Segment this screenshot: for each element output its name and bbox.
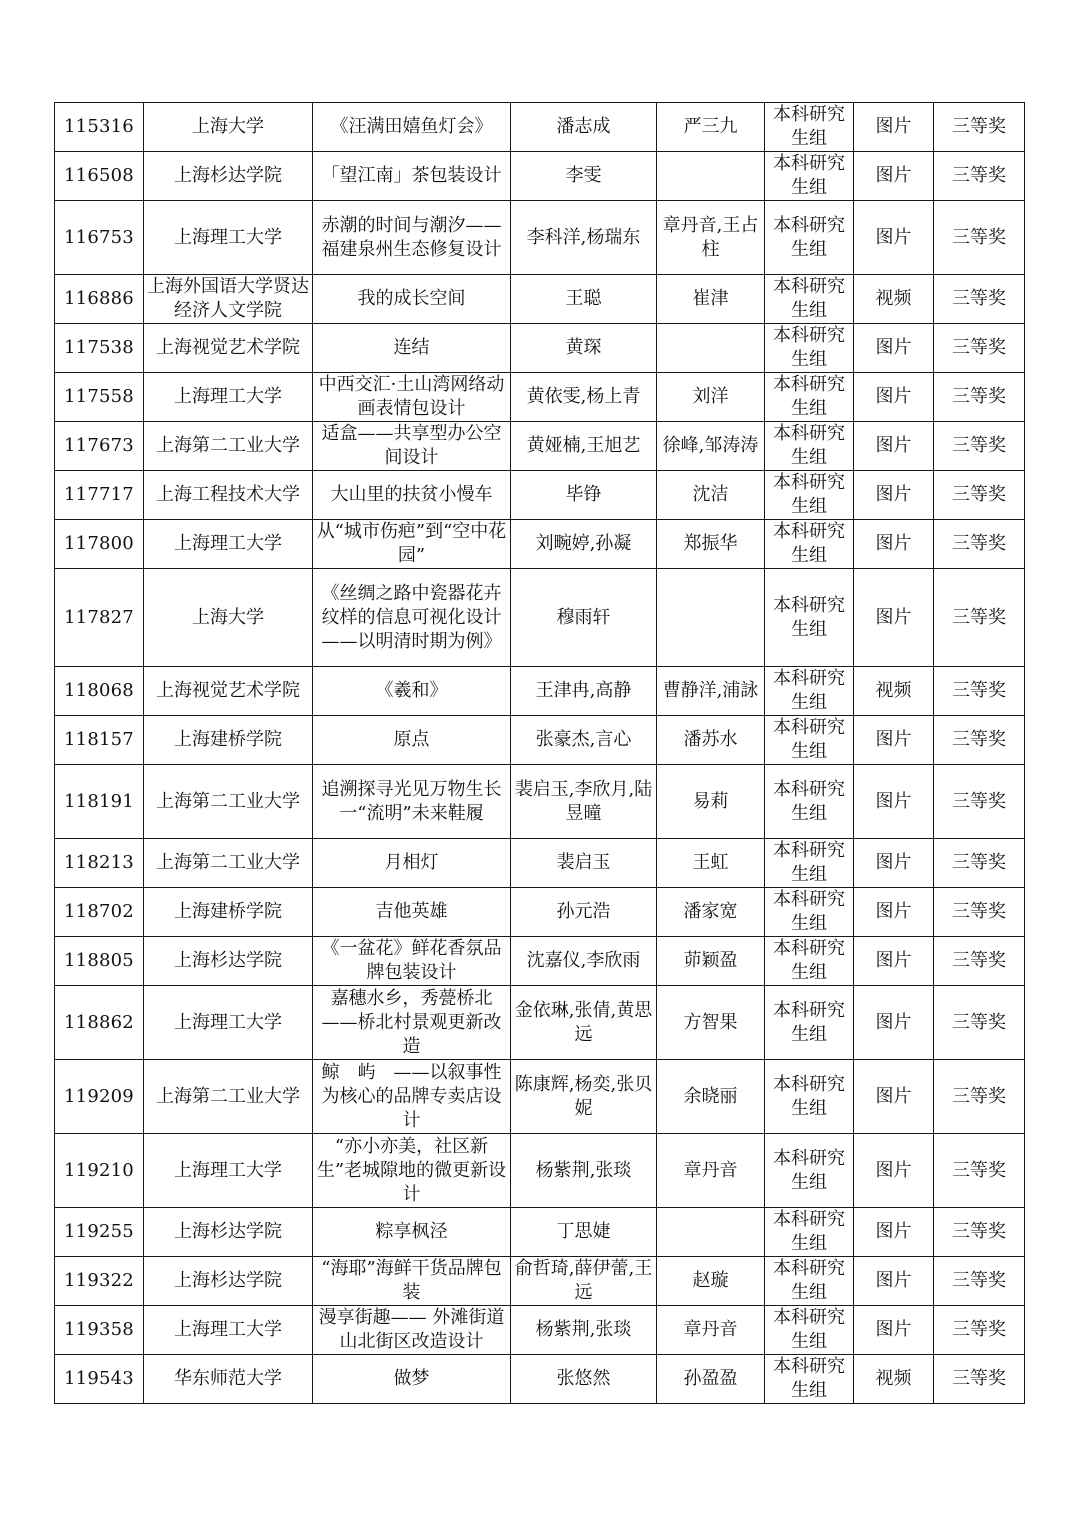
work-type-cell: 图片 xyxy=(854,1306,934,1355)
table-row xyxy=(55,1355,1025,1404)
advisor-cell: 方智果 xyxy=(657,986,765,1060)
table-row xyxy=(55,1060,1025,1134)
work-type-cell: 图片 xyxy=(854,152,934,201)
authors-cell: 穆雨轩 xyxy=(511,569,657,667)
table-row xyxy=(55,373,1025,422)
group-cell: 本科研究生组 xyxy=(765,520,854,569)
award-cell: 三等奖 xyxy=(934,1355,1025,1404)
advisor-cell: 易莉 xyxy=(657,765,765,839)
table-row xyxy=(55,520,1025,569)
advisor-cell: 王虹 xyxy=(657,839,765,888)
entry-id-cell: 116753 xyxy=(55,201,144,275)
work-type-cell: 图片 xyxy=(854,1257,934,1306)
authors-cell: 黄依雯,杨上青 xyxy=(511,373,657,422)
table-row xyxy=(55,569,1025,667)
table-body xyxy=(55,103,1025,1404)
advisor-cell: 严三九 xyxy=(657,103,765,152)
authors-cell: 王聪 xyxy=(511,275,657,324)
work-title-cell: 吉他英雄 xyxy=(313,888,511,937)
work-title-cell: 原点 xyxy=(313,716,511,765)
award-cell: 三等奖 xyxy=(934,324,1025,373)
group-cell: 本科研究生组 xyxy=(765,986,854,1060)
school-cell: 上海第二工业大学 xyxy=(144,422,313,471)
entry-id-cell: 117827 xyxy=(55,569,144,667)
authors-cell: 黄娅楠,王旭艺 xyxy=(511,422,657,471)
work-type-cell: 图片 xyxy=(854,471,934,520)
group-cell: 本科研究生组 xyxy=(765,765,854,839)
advisor-cell: 徐峰,邹涛涛 xyxy=(657,422,765,471)
work-type-cell: 图片 xyxy=(854,937,934,986)
entry-id-cell: 118191 xyxy=(55,765,144,839)
advisor-cell: 崔津 xyxy=(657,275,765,324)
school-cell: 上海第二工业大学 xyxy=(144,1060,313,1134)
work-title-cell: 鲸 屿 ——以叙事性为核心的品牌专卖店设计 xyxy=(313,1060,511,1134)
school-cell: 上海杉达学院 xyxy=(144,1208,313,1257)
work-type-cell: 图片 xyxy=(854,839,934,888)
group-cell: 本科研究生组 xyxy=(765,275,854,324)
work-type-cell: 视频 xyxy=(854,275,934,324)
table-row xyxy=(55,765,1025,839)
group-cell: 本科研究生组 xyxy=(765,1355,854,1404)
school-cell: 上海外国语大学贤达经济人文学院 xyxy=(144,275,313,324)
work-title-cell: 适盒——共享型办公空间设计 xyxy=(313,422,511,471)
authors-cell: 孙元浩 xyxy=(511,888,657,937)
group-cell: 本科研究生组 xyxy=(765,667,854,716)
work-type-cell: 视频 xyxy=(854,667,934,716)
table-row xyxy=(55,986,1025,1060)
entry-id-cell: 118805 xyxy=(55,937,144,986)
entry-id-cell: 118702 xyxy=(55,888,144,937)
table-row xyxy=(55,324,1025,373)
work-title-cell: 《一盆花》鲜花香氛品牌包装设计 xyxy=(313,937,511,986)
authors-cell: 裴启玉,李欣月,陆昱曈 xyxy=(511,765,657,839)
entry-id-cell: 118213 xyxy=(55,839,144,888)
advisor-cell: 曹静洋,浦詠 xyxy=(657,667,765,716)
advisor-cell: 茆颖盈 xyxy=(657,937,765,986)
award-cell: 三等奖 xyxy=(934,839,1025,888)
work-title-cell: 大山里的扶贫小慢车 xyxy=(313,471,511,520)
work-type-cell: 图片 xyxy=(854,1060,934,1134)
award-cell: 三等奖 xyxy=(934,937,1025,986)
work-title-cell: 从“城市伤疤”到“空中花园” xyxy=(313,520,511,569)
group-cell: 本科研究生组 xyxy=(765,716,854,765)
advisor-cell: 孙盈盈 xyxy=(657,1355,765,1404)
group-cell: 本科研究生组 xyxy=(765,471,854,520)
school-cell: 上海工程技术大学 xyxy=(144,471,313,520)
work-type-cell: 图片 xyxy=(854,986,934,1060)
award-results-table xyxy=(54,102,1025,1404)
award-cell: 三等奖 xyxy=(934,1134,1025,1208)
work-title-cell: 《丝绸之路中瓷器花卉纹样的信息可视化设计——以明清时期为例》 xyxy=(313,569,511,667)
advisor-cell: 郑振华 xyxy=(657,520,765,569)
school-cell: 上海视觉艺术学院 xyxy=(144,667,313,716)
table-row xyxy=(55,1134,1025,1208)
work-title-cell: “海耶”海鲜干货品牌包装 xyxy=(313,1257,511,1306)
entry-id-cell: 117800 xyxy=(55,520,144,569)
school-cell: 上海理工大学 xyxy=(144,1306,313,1355)
award-cell: 三等奖 xyxy=(934,275,1025,324)
table-row xyxy=(55,937,1025,986)
authors-cell: 王津冉,高静 xyxy=(511,667,657,716)
group-cell: 本科研究生组 xyxy=(765,937,854,986)
group-cell: 本科研究生组 xyxy=(765,888,854,937)
group-cell: 本科研究生组 xyxy=(765,422,854,471)
authors-cell: 张豪杰,言心 xyxy=(511,716,657,765)
award-cell: 三等奖 xyxy=(934,765,1025,839)
table-row xyxy=(55,1257,1025,1306)
authors-cell: 裴启玉 xyxy=(511,839,657,888)
authors-cell: 李科洋,杨瑞东 xyxy=(511,201,657,275)
school-cell: 上海建桥学院 xyxy=(144,888,313,937)
school-cell: 上海第二工业大学 xyxy=(144,839,313,888)
entry-id-cell: 118862 xyxy=(55,986,144,1060)
award-cell: 三等奖 xyxy=(934,520,1025,569)
authors-cell: 杨紫荆,张琰 xyxy=(511,1134,657,1208)
group-cell: 本科研究生组 xyxy=(765,1257,854,1306)
award-cell: 三等奖 xyxy=(934,1208,1025,1257)
entry-id-cell: 119210 xyxy=(55,1134,144,1208)
table-row xyxy=(55,839,1025,888)
table-row xyxy=(55,103,1025,152)
work-title-cell: 连结 xyxy=(313,324,511,373)
school-cell: 上海理工大学 xyxy=(144,986,313,1060)
school-cell: 上海杉达学院 xyxy=(144,152,313,201)
group-cell: 本科研究生组 xyxy=(765,1134,854,1208)
work-type-cell: 图片 xyxy=(854,888,934,937)
authors-cell: 丁思婕 xyxy=(511,1208,657,1257)
school-cell: 上海第二工业大学 xyxy=(144,765,313,839)
group-cell: 本科研究生组 xyxy=(765,201,854,275)
award-cell: 三等奖 xyxy=(934,373,1025,422)
advisor-cell: 潘家宽 xyxy=(657,888,765,937)
authors-cell: 刘畹婷,孙凝 xyxy=(511,520,657,569)
school-cell: 上海视觉艺术学院 xyxy=(144,324,313,373)
work-type-cell: 图片 xyxy=(854,324,934,373)
authors-cell: 沈嘉仪,李欣雨 xyxy=(511,937,657,986)
work-title-cell: 《羲和》 xyxy=(313,667,511,716)
authors-cell: 李雯 xyxy=(511,152,657,201)
work-title-cell: 《汪满田嬉鱼灯会》 xyxy=(313,103,511,152)
award-cell: 三等奖 xyxy=(934,716,1025,765)
entry-id-cell: 117538 xyxy=(55,324,144,373)
work-type-cell: 图片 xyxy=(854,1208,934,1257)
work-title-cell: 中西交汇·土山湾网络动画表情包设计 xyxy=(313,373,511,422)
work-type-cell: 图片 xyxy=(854,1134,934,1208)
authors-cell: 黄琛 xyxy=(511,324,657,373)
work-type-cell: 图片 xyxy=(854,765,934,839)
group-cell: 本科研究生组 xyxy=(765,103,854,152)
award-cell: 三等奖 xyxy=(934,201,1025,275)
work-title-cell: 追溯探寻光见万物生长一“流明”未来鞋履 xyxy=(313,765,511,839)
advisor-cell: 赵璇 xyxy=(657,1257,765,1306)
table-row xyxy=(55,1208,1025,1257)
advisor-cell xyxy=(657,1208,765,1257)
advisor-cell: 潘苏水 xyxy=(657,716,765,765)
school-cell: 上海理工大学 xyxy=(144,373,313,422)
entry-id-cell: 116508 xyxy=(55,152,144,201)
entry-id-cell: 118068 xyxy=(55,667,144,716)
award-cell: 三等奖 xyxy=(934,667,1025,716)
table-row xyxy=(55,667,1025,716)
work-title-cell: 「望江南」茶包装设计 xyxy=(313,152,511,201)
work-title-cell: “亦小亦美，社区新生”老城隙地的微更新设计 xyxy=(313,1134,511,1208)
entry-id-cell: 117717 xyxy=(55,471,144,520)
table-row xyxy=(55,1306,1025,1355)
school-cell: 上海建桥学院 xyxy=(144,716,313,765)
work-title-cell: 漫享街趣—— 外滩街道山北街区改造设计 xyxy=(313,1306,511,1355)
table-row xyxy=(55,201,1025,275)
authors-cell: 金依琳,张倩,黄思远 xyxy=(511,986,657,1060)
school-cell: 上海理工大学 xyxy=(144,1134,313,1208)
school-cell: 上海大学 xyxy=(144,569,313,667)
authors-cell: 潘志成 xyxy=(511,103,657,152)
entry-id-cell: 115316 xyxy=(55,103,144,152)
table-row xyxy=(55,422,1025,471)
advisor-cell xyxy=(657,152,765,201)
school-cell: 华东师范大学 xyxy=(144,1355,313,1404)
group-cell: 本科研究生组 xyxy=(765,373,854,422)
group-cell: 本科研究生组 xyxy=(765,1208,854,1257)
work-title-cell: 我的成长空间 xyxy=(313,275,511,324)
work-type-cell: 图片 xyxy=(854,103,934,152)
work-title-cell: 粽享枫泾 xyxy=(313,1208,511,1257)
award-cell: 三等奖 xyxy=(934,1060,1025,1134)
authors-cell: 陈康辉,杨奕,张贝妮 xyxy=(511,1060,657,1134)
advisor-cell: 章丹音,王占柱 xyxy=(657,201,765,275)
work-type-cell: 图片 xyxy=(854,520,934,569)
award-cell: 三等奖 xyxy=(934,152,1025,201)
work-title-cell: 嘉穗水乡，秀甍桥北——桥北村景观更新改造 xyxy=(313,986,511,1060)
group-cell: 本科研究生组 xyxy=(765,152,854,201)
work-title-cell: 赤潮的时间与潮汐——福建泉州生态修复设计 xyxy=(313,201,511,275)
work-type-cell: 视频 xyxy=(854,1355,934,1404)
group-cell: 本科研究生组 xyxy=(765,569,854,667)
advisor-cell: 刘洋 xyxy=(657,373,765,422)
school-cell: 上海杉达学院 xyxy=(144,1257,313,1306)
entry-id-cell: 119209 xyxy=(55,1060,144,1134)
entry-id-cell: 116886 xyxy=(55,275,144,324)
award-cell: 三等奖 xyxy=(934,103,1025,152)
group-cell: 本科研究生组 xyxy=(765,324,854,373)
advisor-cell: 余晓丽 xyxy=(657,1060,765,1134)
entry-id-cell: 119358 xyxy=(55,1306,144,1355)
work-type-cell: 图片 xyxy=(854,716,934,765)
work-title-cell: 做梦 xyxy=(313,1355,511,1404)
award-cell: 三等奖 xyxy=(934,888,1025,937)
entry-id-cell: 119322 xyxy=(55,1257,144,1306)
group-cell: 本科研究生组 xyxy=(765,1060,854,1134)
award-cell: 三等奖 xyxy=(934,569,1025,667)
school-cell: 上海理工大学 xyxy=(144,201,313,275)
school-cell: 上海大学 xyxy=(144,103,313,152)
award-cell: 三等奖 xyxy=(934,986,1025,1060)
advisor-cell: 沈洁 xyxy=(657,471,765,520)
work-title-cell: 月相灯 xyxy=(313,839,511,888)
entry-id-cell: 117673 xyxy=(55,422,144,471)
school-cell: 上海理工大学 xyxy=(144,520,313,569)
group-cell: 本科研究生组 xyxy=(765,1306,854,1355)
authors-cell: 杨紫荆,张琰 xyxy=(511,1306,657,1355)
entry-id-cell: 119255 xyxy=(55,1208,144,1257)
table-row xyxy=(55,888,1025,937)
advisor-cell: 章丹音 xyxy=(657,1134,765,1208)
work-type-cell: 图片 xyxy=(854,422,934,471)
entry-id-cell: 117558 xyxy=(55,373,144,422)
advisor-cell: 章丹音 xyxy=(657,1306,765,1355)
award-cell: 三等奖 xyxy=(934,1306,1025,1355)
table-row xyxy=(55,152,1025,201)
award-cell: 三等奖 xyxy=(934,422,1025,471)
award-cell: 三等奖 xyxy=(934,471,1025,520)
table-row xyxy=(55,275,1025,324)
work-type-cell: 图片 xyxy=(854,569,934,667)
award-cell: 三等奖 xyxy=(934,1257,1025,1306)
table-row xyxy=(55,471,1025,520)
work-type-cell: 图片 xyxy=(854,373,934,422)
advisor-cell xyxy=(657,324,765,373)
advisor-cell xyxy=(657,569,765,667)
group-cell: 本科研究生组 xyxy=(765,839,854,888)
table-row xyxy=(55,716,1025,765)
authors-cell: 毕铮 xyxy=(511,471,657,520)
authors-cell: 俞哲琦,薛伊蕾,王远 xyxy=(511,1257,657,1306)
work-type-cell: 图片 xyxy=(854,201,934,275)
entry-id-cell: 118157 xyxy=(55,716,144,765)
school-cell: 上海杉达学院 xyxy=(144,937,313,986)
entry-id-cell: 119543 xyxy=(55,1355,144,1404)
authors-cell: 张悠然 xyxy=(511,1355,657,1404)
